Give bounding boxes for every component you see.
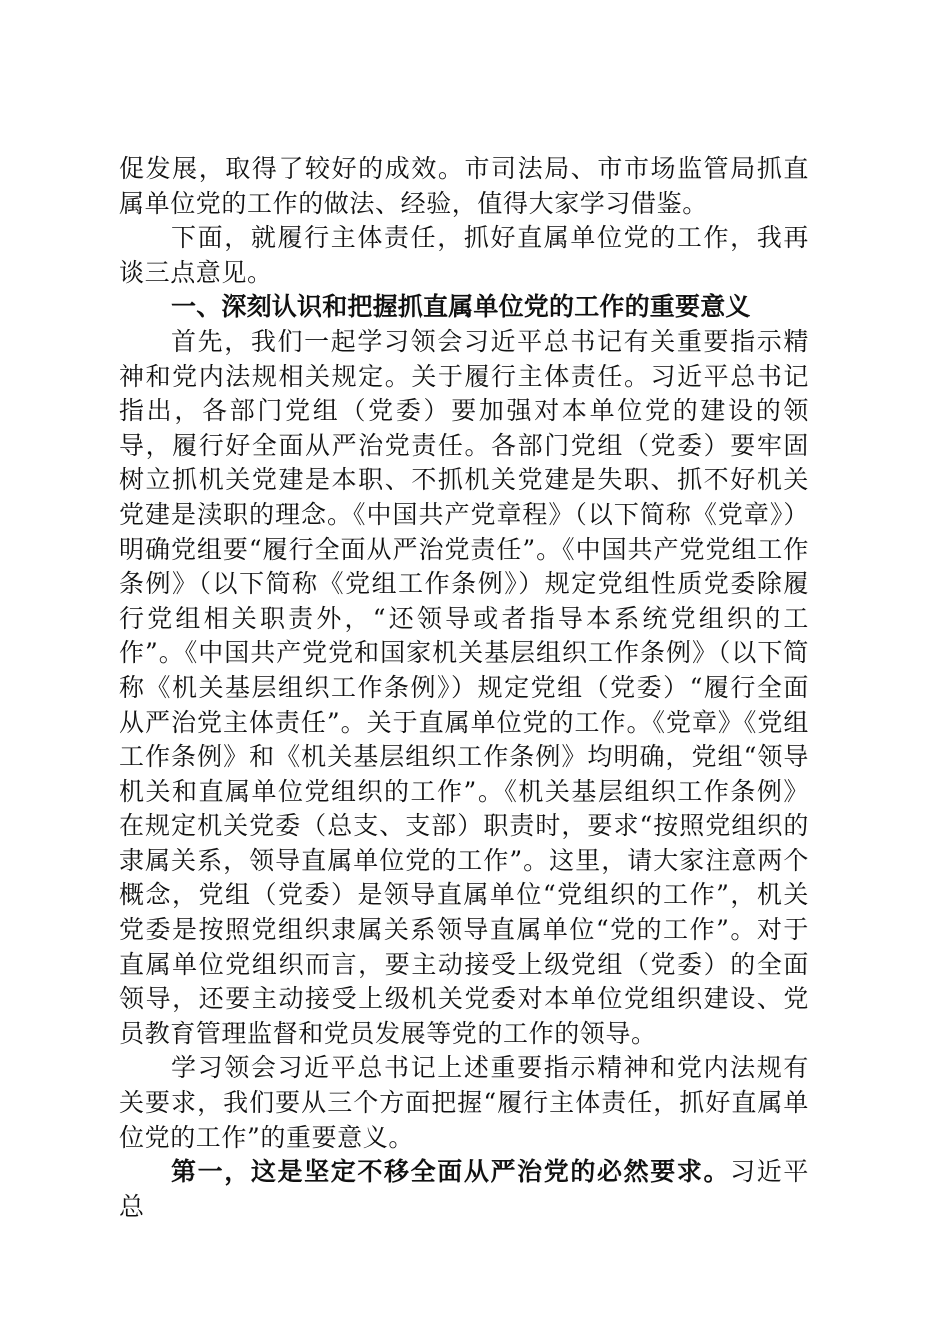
document-body: [119, 152, 809, 1224]
first-point-text: 习近平总: [119, 1157, 809, 1221]
section-heading-one: 一、深刻认识和把握抓直属单位党的工作的重要意义: [171, 292, 751, 322]
first-point-lead: 第一，这是坚定不移全面从严治党的必然要求。: [171, 1157, 731, 1187]
paragraph-intro-continuation: 促发展，取得了较好的成效。市司法局、市市场监管局抓直属单位党的工作的做法、经验，值得大家学习借鉴。: [119, 154, 809, 218]
paragraph-significance: 学习领会习近平总书记上述重要指示精神和党内法规有关要求，我们要从三个方面把握“履行主体责任，抓好直属单位党的工作”的重要意义。: [119, 1053, 809, 1152]
paragraph-first-point: [119, 1155, 809, 1224]
paragraph-transition: 下面，就履行主体责任，抓好直属单位党的工作，我再谈三点意见。: [119, 223, 809, 287]
paragraph-regulations: 首先，我们一起学习领会习近平总书记有关重要指示精神和党内法规相关规定。关于履行主体责任。习近平总书记指出，各部门党组（党委）要加强对本单位党的建设的领导，履行好全面从严治党责任。各部门党组（党委）要牢固树立抓机关党建是本职、不抓机关党建是失职、抓不好机关党建是渎职的理念。《中国共产党章程》（以下简称《党章》）明确党组要“履行全面从严治党责任”。《中国共产党党组工作条例》（以下简称《党组工作条例》）规定党组性质党委除履行党组相关职责外，“还领导或者指导本系统党组织的工作”。《中国共产党党和国家机关基层组织工作条例》（以下简称《机关基层组织工作条例》）规定党组（党委）“履行全面从严治党主体责任”。关于直属单位党的工作。《党章》《党组工作条例》和《机关基层组织工作条例》均明确，党组“领导机关和直属单位党组织的工作”。《机关基层组织工作条例》在规定机关党委（总支、支部）职责时，要求“按照党组织的隶属关系，领导直属单位党的工作”。这里，请大家注意两个概念，党组（党委）是领导直属单位“党组织的工作”，机关党委是按照党组织隶属关系领导直属单位“党的工作”。对于直属单位党组织而言，要主动接受上级党组（党委）的全面领导，还要主动接受上级机关党委对本单位党组织建设、党员教育管理监督和党员发展等党的工作的领导。: [119, 326, 809, 1048]
